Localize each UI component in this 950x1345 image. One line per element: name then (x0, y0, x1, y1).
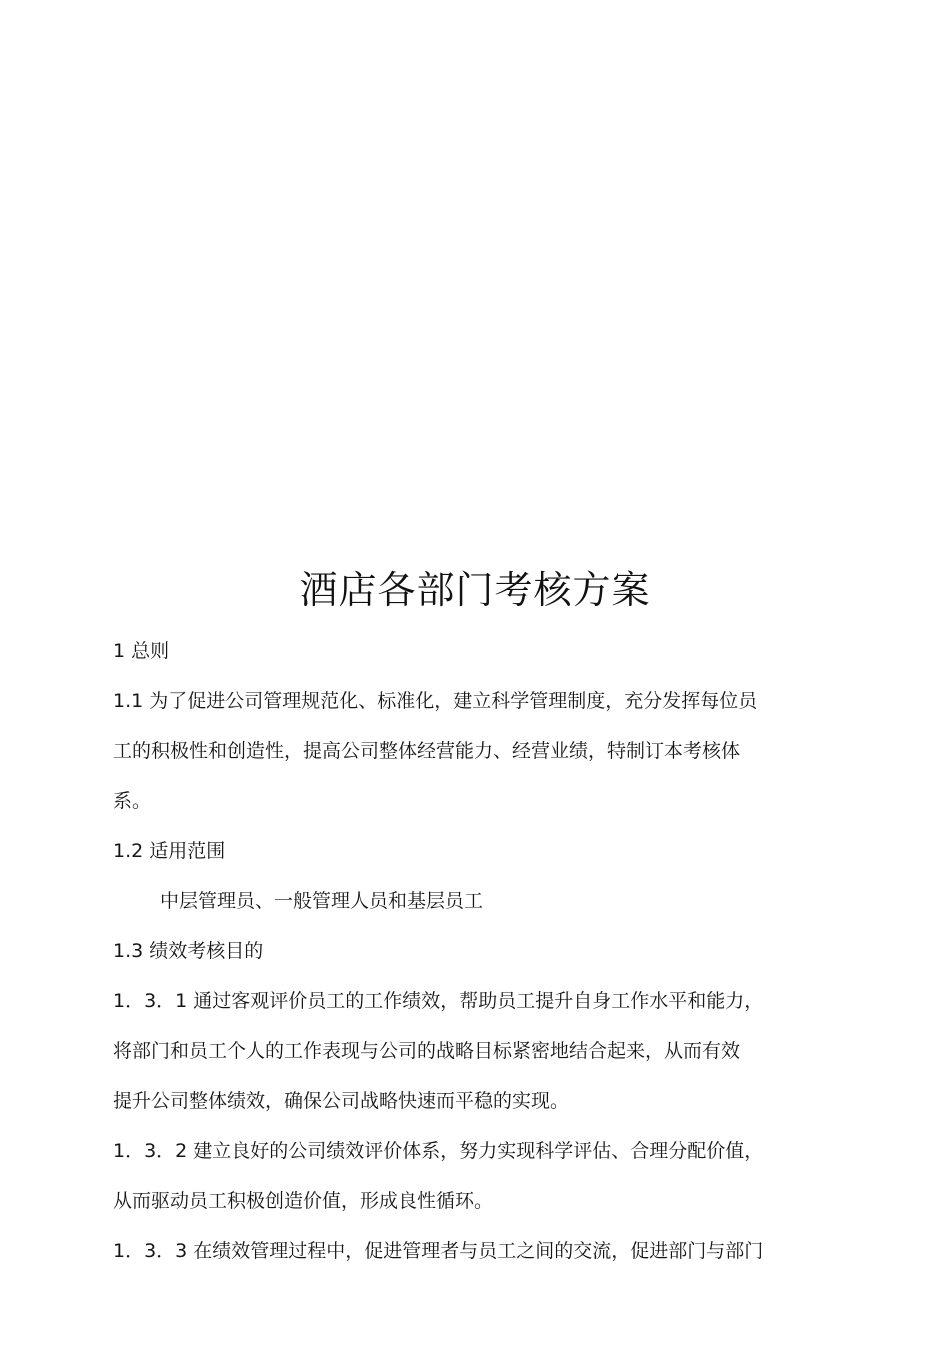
paragraph-line: 从而驱动员工积极创造价值，形成良性循环。 (113, 1190, 494, 1212)
paragraph-line: 工的积极性和创造性，提高公司整体经营能力、经营业绩，特制订本考核体 (113, 740, 741, 762)
paragraph-line: 将部门和员工个人的工作表现与公司的战略目标紧密地结合起来，从而有效 (113, 1040, 741, 1062)
section-heading-purpose: 1.3 绩效考核目的 (113, 940, 264, 962)
paragraph-line: 系。 (113, 790, 152, 812)
section-heading-general: 1 总则 (113, 640, 170, 662)
paragraph-line: 1．3．2 建立良好的公司绩效评价体系，努力实现科学评估、合理分配价值， (113, 1140, 764, 1162)
paragraph-line: 中层管理员、一般管理人员和基层员工 (160, 890, 484, 912)
paragraph-line: 提升公司整体绩效，确保公司战略快速而平稳的实现。 (113, 1090, 570, 1112)
section-heading-scope: 1.2 适用范围 (113, 840, 226, 862)
document-title: 酒店各部门考核方案 (299, 568, 651, 612)
paragraph-line: 1．3．1 通过客观评价员工的工作绩效，帮助员工提升自身工作水平和能力， (113, 990, 764, 1012)
paragraph-line: 1.1 为了促进公司管理规范化、标准化，建立科学管理制度，充分发挥每位员 (113, 690, 758, 712)
paragraph-line: 1．3．3 在绩效管理过程中，促进管理者与员工之间的交流，促进部门与部门 (113, 1240, 764, 1262)
